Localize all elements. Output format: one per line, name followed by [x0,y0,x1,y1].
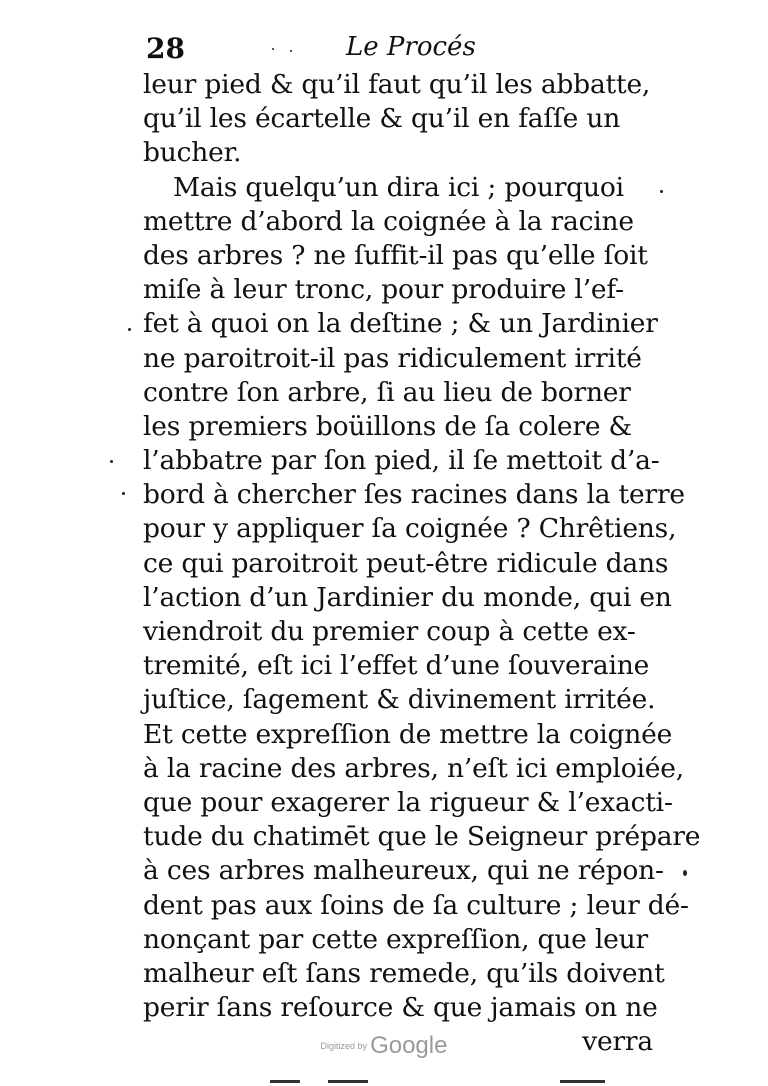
text-line: juſtice, ſagement & divinement irritée. [143,684,656,716]
text-line: nonçant par cette expreſſion, que leur [143,923,648,955]
body-text [143,68,701,1059]
text-line: dent pas aux ſoins de ſa culture ; leur dé- [143,889,689,921]
text-line: l’abbatre par ſon pied, il ſe mettoit d’a- [143,445,660,477]
ink-speck [122,492,125,495]
text-line: Et cette expreſſion de mettre la coignée [143,718,673,750]
text-line: l’action d’un Jardinier du monde, qui en [143,581,672,613]
ink-speck [272,48,274,50]
text-line: contre ſon arbre, ſi au lieu de borner [143,376,631,408]
ink-speck [660,190,663,193]
text-line: ce qui paroitroit peut-être ridicule dans [143,547,669,579]
text-line: pour y appliquer ſa coignée ? Chrêtiens, [143,513,677,545]
google-logo: Google [370,1032,448,1059]
bleed-mark [270,1080,300,1083]
ink-speck [128,328,131,331]
bleed-mark [560,1080,605,1083]
text-line: fet à quoi on la deſtine ; & un Jardinier [143,308,658,340]
paragraph-start-line: Mais quelqu’un dira ici ; pourquoi [173,171,624,203]
catchword: verra [582,1026,653,1058]
text-line: les premiers boüillons de ſa colere & [143,410,632,442]
text-line: que pour exagerer la rigueur & l’exacti- [143,786,673,818]
text-line: à la racine des arbres, n’eſt ici emploiée, [143,752,684,784]
digitized-watermark [0,1032,768,1060]
ink-speck [110,460,113,463]
running-title: Le Procés [346,32,476,62]
text-line: malheur eſt ſans remede, qu’ils doivent [143,957,665,989]
text-line: leur pied & qu’il faut qu’il les abbatte, [143,69,651,100]
ink-speck [683,870,687,876]
text-line: tude du chatimēt que le Seigneur prépare [143,821,701,853]
digitized-by-label: Digitized by [320,1041,368,1051]
text-line: viendroit du premier coup à cette ex- [143,616,636,647]
text-line: tremité, eſt ici l’effet d’une ſouveraine [143,650,650,682]
bleed-mark [328,1080,368,1083]
text-line: à ces arbres malheureux, qui ne répon- [143,855,664,887]
next-page-bleed [270,1078,610,1086]
page-number: 28 [146,32,185,65]
text-line: mettre d’abord la coignée à la racine [143,205,634,237]
text-line: bord à chercher ſes racines dans la terre [143,479,685,511]
text-line: perir ſans reſource & que jamais on ne [143,992,658,1024]
text-line: miſe à leur tronc, pour produire l’ef- [143,274,624,306]
text-line: des arbres ? ne ſuffit-il pas qu’elle ſoit [143,239,648,271]
ink-speck [290,50,292,52]
text-line: qu’il les écartelle & qu’il en faſſe un [143,103,621,135]
text-line: bucher. [143,137,242,169]
text-line: ne paroitroit-il pas ridiculement irrité [143,342,642,374]
running-head [146,26,646,66]
